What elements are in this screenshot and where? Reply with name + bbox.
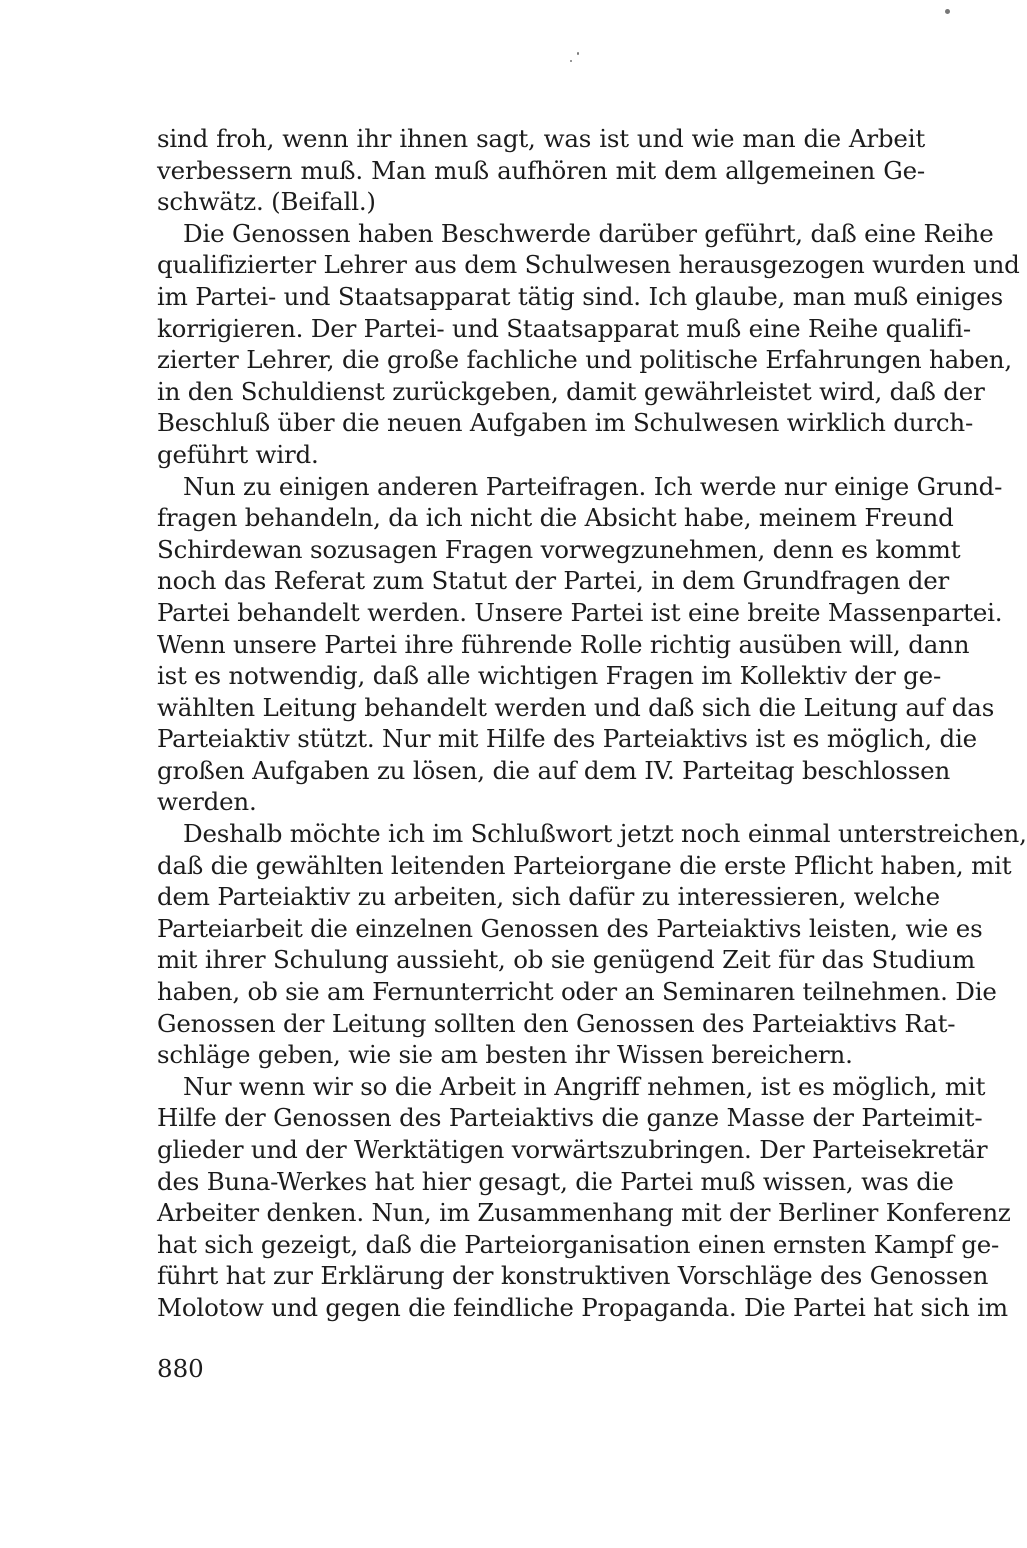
text-line: Genossen der Leitung sollten den Genossen des Parteiaktivs Rat- bbox=[157, 1008, 956, 1038]
text-line: noch das Referat zum Statut der Partei, in dem Grundfragen der bbox=[157, 566, 950, 596]
text-line: werden. bbox=[157, 787, 257, 817]
text-line: Arbeiter denken. Nun, im Zusammenhang mit der Berliner Konferenz bbox=[157, 1198, 1011, 1228]
text-line: Partei behandelt werden. Unsere Partei ist eine breite Massenpartei. bbox=[157, 597, 1003, 627]
text-line: Parteiaktiv stützt. Nur mit Hilfe des Parteiaktivs ist es möglich, die bbox=[157, 724, 977, 754]
body-text bbox=[157, 123, 1027, 1324]
text-line: haben, ob sie am Fernunterricht oder an Seminaren teilnehmen. Die bbox=[157, 977, 997, 1007]
text-line: ist es notwendig, daß alle wichtigen Fragen im Kollektiv der ge- bbox=[157, 661, 942, 691]
text-line: hat sich gezeigt, daß die Parteiorganisation einen ernsten Kampf ge- bbox=[157, 1229, 1000, 1259]
text-line: Deshalb möchte ich im Schlußwort jetzt noch einmal unterstreichen, bbox=[183, 819, 1027, 849]
text-line: Die Genossen haben Beschwerde darüber geführt, daß eine Reihe bbox=[183, 218, 994, 248]
text-line: Schirdewan sozusagen Fragen vorwegzunehmen, denn es kommt bbox=[157, 534, 961, 564]
text-line: Nun zu einigen anderen Parteifragen. Ich werde nur einige Grund- bbox=[183, 471, 1003, 501]
text-line: Molotow und gegen die feindliche Propaganda. Die Partei hat sich im bbox=[157, 1292, 1008, 1322]
text-line: schwätz. (Beifall.) bbox=[157, 187, 376, 217]
print-speck bbox=[577, 52, 579, 55]
text-line: schläge geben, wie sie am besten ihr Wissen bereichern. bbox=[157, 1040, 853, 1070]
text-line: führt hat zur Erklärung der konstruktiven Vorschläge des Genossen bbox=[157, 1261, 989, 1291]
text-line: Parteiarbeit die einzelnen Genossen des Parteiaktivs leisten, wie es bbox=[157, 913, 983, 943]
text-line: fragen behandeln, da ich nicht die Absicht habe, meinem Freund bbox=[157, 503, 954, 533]
text-line: qualifizierter Lehrer aus dem Schulwesen herausgezogen wurden und bbox=[157, 250, 1020, 280]
text-line: Hilfe der Genossen des Parteiaktivs die ganze Masse der Parteimit- bbox=[157, 1103, 983, 1133]
text-line: großen Aufgaben zu lösen, die auf dem IV. Parteitag beschlossen bbox=[157, 755, 951, 785]
text-line: Nur wenn wir so die Arbeit in Angriff nehmen, ist es möglich, mit bbox=[183, 1071, 986, 1101]
text-line: verbessern muß. Man muß aufhören mit dem allgemeinen Ge- bbox=[157, 155, 925, 185]
text-line: korrigieren. Der Partei- und Staatsapparat muß eine Reihe qualifi- bbox=[157, 313, 971, 343]
text-line: des Buna-Werkes hat hier gesagt, die Partei muß wissen, was die bbox=[157, 1166, 954, 1196]
text-line: in den Schuldienst zurückgeben, damit gewährleistet wird, daß der bbox=[157, 376, 985, 406]
print-speck bbox=[570, 60, 572, 62]
text-line: zierter Lehrer, die große fachliche und politische Erfahrungen haben, bbox=[157, 345, 1012, 375]
text-line: sind froh, wenn ihr ihnen sagt, was ist und wie man die Arbeit bbox=[157, 124, 925, 153]
page-number: 880 bbox=[157, 1354, 204, 1383]
print-speck bbox=[945, 9, 950, 14]
text-line: mit ihrer Schulung aussieht, ob sie genügend Zeit für das Studium bbox=[157, 945, 976, 975]
text-line: geführt wird. bbox=[157, 439, 319, 469]
text-line: Beschluß über die neuen Aufgaben im Schulwesen wirklich durch- bbox=[157, 408, 974, 438]
text-line: Wenn unsere Partei ihre führende Rolle richtig ausüben will, dann bbox=[157, 629, 970, 659]
text-line: im Partei- und Staatsapparat tätig sind. Ich glaube, man muß einiges bbox=[157, 281, 1003, 311]
text-line: daß die gewählten leitenden Parteiorgane die erste Pflicht haben, mit bbox=[157, 850, 1012, 880]
text-line: dem Parteiaktiv zu arbeiten, sich dafür zu interessieren, welche bbox=[157, 882, 940, 912]
text-line: glieder und der Werktätigen vorwärtszubringen. Der Parteisekretär bbox=[157, 1135, 988, 1164]
text-line: wählten Leitung behandelt werden und daß sich die Leitung auf das bbox=[157, 692, 995, 722]
